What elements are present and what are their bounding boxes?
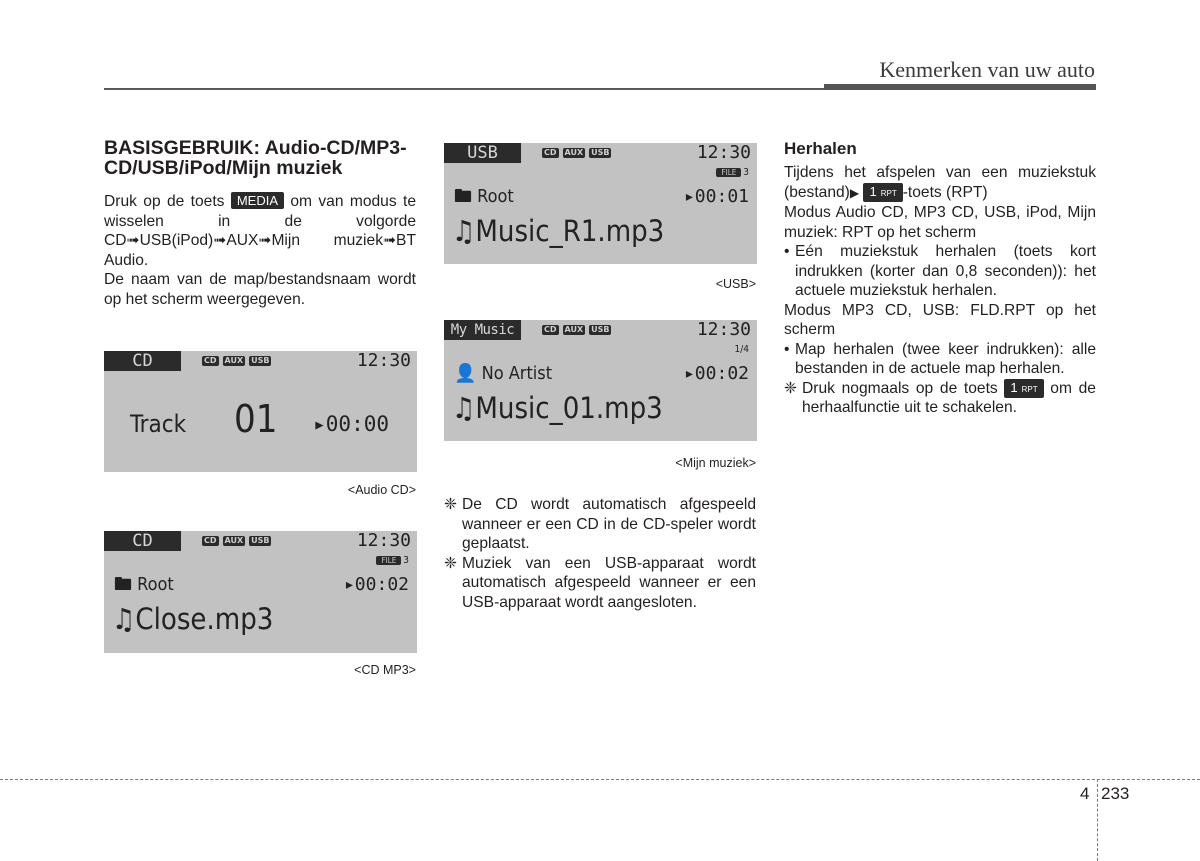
- source-chips: [542, 148, 611, 158]
- chip-cd: CD: [544, 148, 557, 157]
- mode-switch-text-pre: Druk op de toets: [104, 193, 225, 210]
- page-number: 233: [1101, 784, 1130, 803]
- audio-cd-screen: [104, 351, 417, 472]
- mode-switch-paragraph: [104, 192, 416, 270]
- song-title: Music_R1.mp3: [475, 214, 665, 248]
- header-rule-accent: [824, 84, 1096, 90]
- folder-icon: 🖿: [454, 186, 472, 207]
- mode-tag: USB: [444, 143, 521, 163]
- clock: 12:30: [696, 320, 751, 340]
- bullet-single-repeat: [784, 242, 1096, 301]
- music-note-icon: ♫: [112, 602, 136, 636]
- play-arrow-icon: ▶: [849, 185, 860, 200]
- bullet-dot: •: [784, 340, 790, 358]
- file-chip: FILE: [716, 168, 741, 177]
- rpt-key-icon: [1004, 379, 1043, 398]
- chip-usb: USB: [251, 536, 270, 545]
- file-indicator: [716, 167, 749, 179]
- asterisk-icon: ❈: [444, 496, 458, 513]
- repeat-intro-pre: Tijdens het afspelen van een muziekstuk (bestand): [784, 164, 1096, 201]
- note-text-pre: Druk nogmaals op de toets: [802, 379, 998, 397]
- rpt-key-number: 1: [1010, 379, 1018, 395]
- my-music-screen: [444, 320, 757, 441]
- folder-row: [454, 187, 514, 207]
- chip-aux: AUX: [224, 536, 244, 545]
- mode-tag: CD: [104, 351, 181, 371]
- rpt-key-icon: [863, 183, 902, 202]
- asterisk-icon: ❈: [784, 379, 798, 397]
- repeat-intro: [784, 163, 1096, 203]
- note-text-post: om de herhaalfunctie uit te schakelen.: [802, 379, 1096, 416]
- music-note-icon: ♫: [452, 391, 476, 425]
- middle-notes: [444, 495, 756, 612]
- play-time: ▸00:01: [683, 186, 749, 207]
- rpt-key-label: RPT: [1021, 384, 1038, 394]
- folder-repeat-mode-line: Modus MP3 CD, USB: FLD.RPT op het scherm: [784, 301, 1096, 338]
- song-title-row: [452, 213, 664, 249]
- chapter-number: 4: [1080, 784, 1090, 803]
- repeat-mode-line: Modus Audio CD, MP3 CD, USB, iPod, Mijn muziek: RPT op het scherm: [784, 204, 1096, 241]
- note-cd-autoplay: [444, 495, 756, 554]
- repeat-heading: Herhalen: [784, 139, 857, 158]
- folder-name-paragraph: De naam van de map/bestandsnaam wordt op het scherm weergegeven.: [104, 271, 416, 308]
- chip-aux: AUX: [564, 148, 584, 157]
- note-usb-autoplay: [444, 554, 756, 613]
- clock: 12:30: [696, 143, 751, 163]
- play-time: ▸00:02: [683, 363, 749, 384]
- note-text: De CD wordt automatisch afgespeeld wanneer er een CD in de CD-speler wordt geplaatst.: [462, 496, 756, 552]
- source-chips: [202, 536, 271, 546]
- track-number: 01: [234, 397, 278, 441]
- artist-name: No Artist: [481, 363, 553, 384]
- person-icon: 👤: [454, 363, 477, 384]
- cd-mp3-caption: <CD MP3>: [354, 663, 416, 677]
- usb-screen: [444, 143, 757, 264]
- media-key-icon: MEDIA: [231, 192, 284, 209]
- track-label: Track: [130, 410, 187, 438]
- mode-switch-text-post: om van modus te wisselen in de volgorde CD➟USB(iPod)➟AUX➟Mijn muziek➟BT Audio.: [104, 193, 416, 269]
- clock: 12:30: [356, 531, 411, 551]
- repeat-intro-post: -toets (RPT): [902, 183, 988, 201]
- chip-cd: CD: [544, 325, 557, 334]
- footer-rule: [0, 779, 1200, 780]
- chip-usb: USB: [251, 356, 270, 365]
- folder-name: Root: [137, 574, 174, 595]
- music-note-icon: ♫: [452, 214, 476, 248]
- note-text: Muziek van een USB-apparaat wordt automatisch afgespeeld wanneer er een USB-apparaat wordt aangesloten.: [462, 554, 756, 611]
- folder-icon: 🖿: [114, 574, 132, 595]
- chip-cd: CD: [204, 356, 217, 365]
- mode-tag: My Music: [444, 320, 521, 340]
- chip-aux: AUX: [224, 356, 244, 365]
- audio-cd-caption: <Audio CD>: [347, 483, 416, 497]
- rpt-key-label: RPT: [880, 188, 897, 198]
- play-time: ▸00:00: [313, 412, 389, 436]
- mode-tag: CD: [104, 531, 181, 551]
- section-heading: BASISGEBRUIK: Audio-CD/MP3-CD/USB/iPod/Mijn muziek: [104, 137, 407, 179]
- song-title: Music_01.mp3: [475, 391, 663, 425]
- song-title-row: [112, 601, 273, 637]
- bullet-text: Eén muziekstuk herhalen (toets kort indrukken (korter dan 0,8 seconden)): het actuele muziekstuk herhalen.: [795, 243, 1096, 299]
- my-music-caption: <Mijn muziek>: [675, 456, 756, 470]
- cd-mp3-screen: [104, 531, 417, 653]
- usb-caption: <USB>: [715, 277, 756, 291]
- chip-cd: CD: [204, 536, 217, 545]
- artist-row: [454, 364, 552, 384]
- file-number: 3: [743, 167, 749, 178]
- file-indicator: [376, 555, 409, 567]
- bullet-dot: •: [784, 243, 790, 260]
- rpt-key-number: 1: [869, 183, 877, 199]
- folder-name: Root: [477, 186, 514, 207]
- clock: 12:30: [356, 351, 411, 371]
- song-title: Close.mp3: [135, 602, 274, 636]
- chip-aux: AUX: [564, 325, 584, 334]
- left-column: [104, 138, 416, 309]
- file-number: 3: [403, 555, 409, 566]
- song-title-row: [452, 390, 663, 426]
- track-counter: 1/4: [734, 344, 749, 355]
- footer-divider: [1097, 779, 1098, 861]
- file-chip: FILE: [376, 556, 401, 565]
- header-rule: [104, 88, 824, 90]
- chip-usb: USB: [591, 148, 610, 157]
- note-disable-repeat: [784, 379, 1096, 418]
- source-chips: [202, 356, 271, 366]
- folder-row: [114, 575, 174, 595]
- play-time: ▸00:02: [343, 574, 409, 595]
- chip-usb: USB: [591, 325, 610, 334]
- asterisk-icon: ❈: [444, 554, 458, 572]
- running-header: Kenmerken van uw auto: [879, 57, 1095, 82]
- note-text: [802, 379, 1096, 418]
- bullet-folder-repeat: [784, 340, 1096, 379]
- right-column: [784, 139, 1096, 418]
- bullet-text: Map herhalen (twee keer indrukken): alle bestanden in de actuele map herhalen.: [795, 340, 1096, 377]
- source-chips: [542, 325, 611, 335]
